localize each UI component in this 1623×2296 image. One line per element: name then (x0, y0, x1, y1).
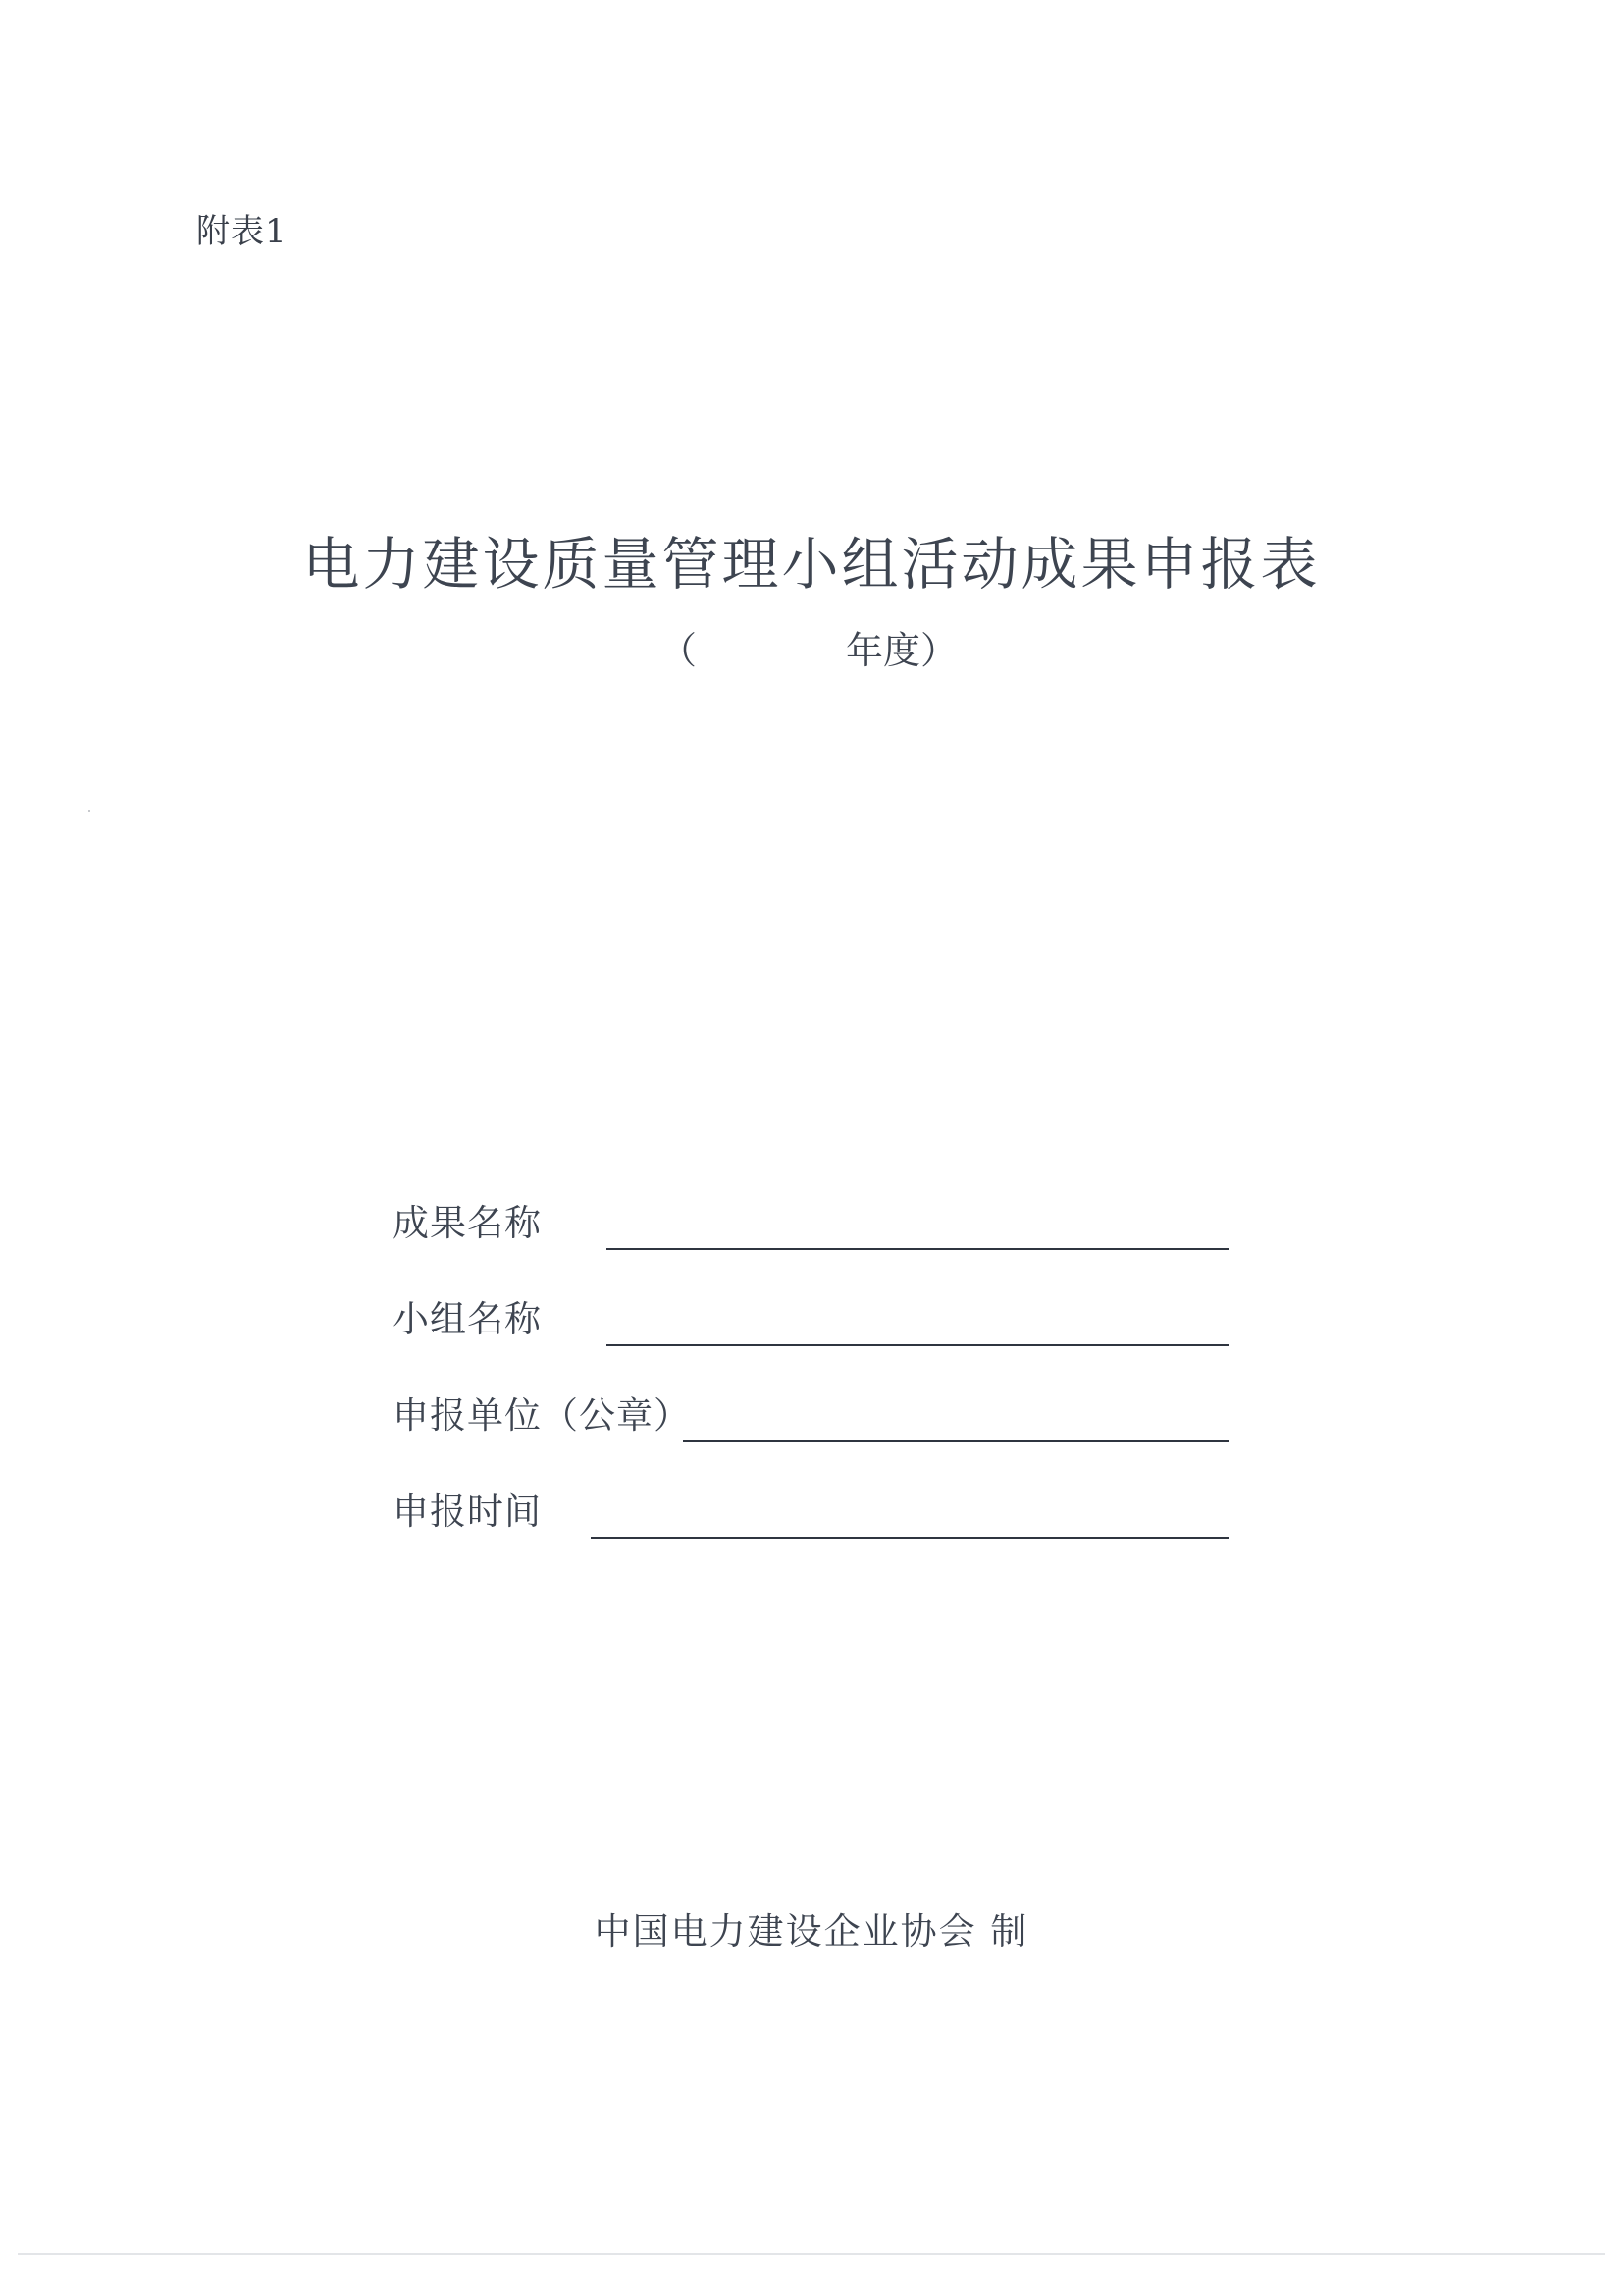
year-open-paren: （ (659, 629, 698, 672)
scan-speck (88, 810, 90, 812)
field-underline (606, 1248, 1229, 1250)
field-label: 申报时间 (393, 1490, 542, 1533)
field-underline (606, 1344, 1229, 1346)
field-underline (591, 1537, 1229, 1539)
field-label: 成果名称 (393, 1202, 542, 1244)
year-suffix: 年度） (846, 629, 959, 672)
field-applicant-unit (393, 1387, 1236, 1446)
issuer-line: 中国电力建设企业协会 制 (594, 1910, 1029, 1953)
field-achievement-name (393, 1195, 1236, 1254)
attachment-label: 附表1 (196, 212, 288, 251)
page-bottom-edge (18, 2253, 1605, 2255)
field-underline (683, 1440, 1229, 1442)
form-title: 电力建设质量管理小组活动成果申报表 (302, 531, 1321, 598)
field-label: 申报单位（公章） (393, 1394, 691, 1436)
field-application-date (393, 1484, 1236, 1542)
field-label: 小组名称 (393, 1298, 542, 1340)
field-group-name (393, 1291, 1236, 1350)
